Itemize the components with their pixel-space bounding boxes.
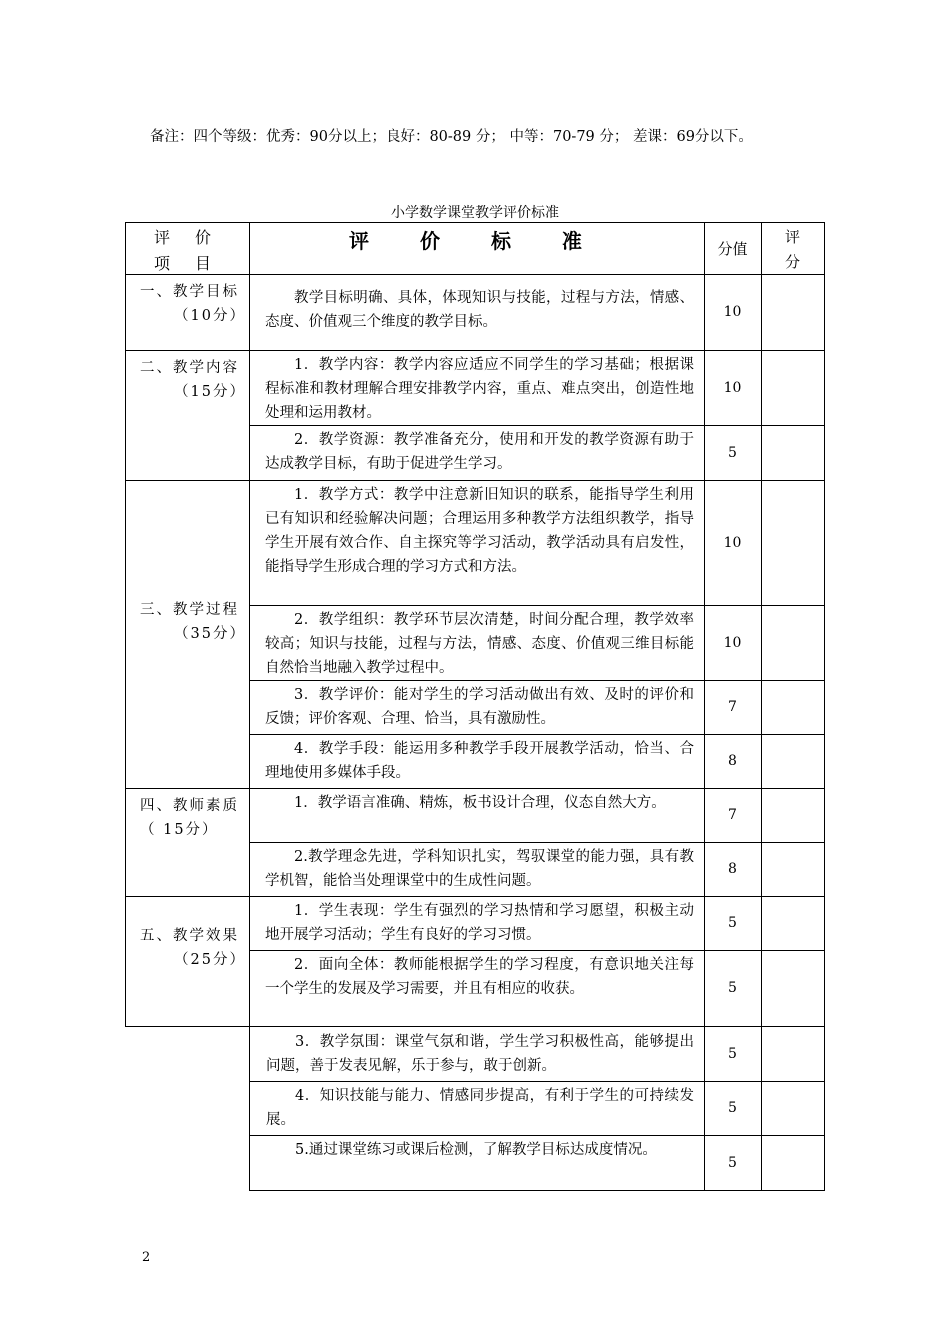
item-label: 三、教学过程	[140, 602, 239, 618]
item-points: （10分）	[174, 308, 246, 324]
score-value: 5	[704, 1027, 762, 1082]
score-value: 5	[704, 425, 762, 481]
item-points: （ 15分）	[140, 822, 219, 838]
header-criteria: 评 价 标 准	[249, 222, 705, 275]
rating-cell	[761, 274, 825, 351]
item-cell	[125, 274, 250, 351]
rating-cell	[761, 734, 825, 789]
rating-cell	[761, 788, 825, 843]
evaluation-table	[125, 222, 825, 1027]
item-label: 二、教学内容	[140, 360, 239, 376]
criteria-text: 2．教学资源：教学准备充分，使用和开发的教学资源有助于达成教学目标，有助于促进学生学习。	[249, 425, 705, 481]
rating-cell	[761, 1027, 825, 1082]
score-value: 5	[704, 896, 762, 951]
score-value: 10	[704, 480, 762, 606]
rating-cell	[761, 680, 825, 735]
criteria-text: 2．教学组织：教学环节层次清楚，时间分配合理，教学效率较高；知识与技能，过程与方法，情感、态度、价值观三维目标能自然恰当地融入教学过程中。	[249, 605, 705, 681]
criteria-text: 4．教学手段：能运用多种教学手段开展教学活动，恰当、合理地使用多媒体手段。	[249, 734, 705, 789]
score-value: 10	[704, 274, 762, 351]
grading-note: 备注：四个等级：优秀：90分以上；良好：80-89 分； 中等：70-79 分； 差课：69分以下。	[150, 129, 753, 145]
evaluation-table-continued	[249, 1027, 825, 1191]
criteria-text: 1．教学语言准确、精炼，板书设计合理，仪态自然大方。	[249, 788, 705, 843]
score-value: 8	[704, 842, 762, 897]
criteria-text: 2.教学理念先进，学科知识扎实，驾驭课堂的能力强，具有教学机智，能恰当处理课堂中的生成性问题。	[249, 842, 705, 897]
criteria-text: 1．学生表现：学生有强烈的学习热情和学习愿望，积极主动地开展学习活动；学生有良好的学习习惯。	[249, 896, 705, 951]
rating-cell	[761, 896, 825, 951]
rating-cell	[761, 425, 825, 481]
score-value: 8	[704, 734, 762, 789]
score-value: 5	[704, 950, 762, 1027]
rating-cell	[761, 1135, 825, 1191]
score-value: 7	[704, 788, 762, 843]
criteria-text: 教学目标明确、具体，体现知识与技能，过程与方法，情感、态度、价值观三个维度的教学目标。	[249, 274, 705, 351]
rating-cell	[761, 350, 825, 426]
criteria-text: 2．面向全体：教师能根据学生的学习程度，有意识地关注每一个学生的发展及学习需要，并且有相应的收获。	[249, 950, 705, 1027]
rating-cell	[761, 950, 825, 1027]
rating-cell	[761, 480, 825, 606]
item-points: （25分）	[174, 952, 246, 968]
table-caption: 小学数学课堂教学评价标准	[391, 205, 559, 221]
score-value: 5	[704, 1135, 762, 1191]
item-cell	[125, 896, 250, 1027]
score-value: 5	[704, 1081, 762, 1136]
header-score: 分值	[704, 222, 762, 275]
item-cell	[125, 350, 250, 481]
criteria-text: 1．教学内容：教学内容应适应不同学生的学习基础；根据课程标准和教材理解合理安排教学内容，重点、难点突出，创造性地处理和运用教材。	[249, 350, 705, 426]
item-label: 五、教学效果	[140, 928, 239, 944]
header-rating: 评 分	[761, 222, 825, 275]
criteria-text: 4．知识技能与能力、情感同步提高，有利于学生的可持续发展。	[249, 1081, 705, 1136]
rating-cell	[761, 1081, 825, 1136]
item-label: 一、教学目标	[140, 284, 239, 300]
item-cell	[125, 788, 250, 897]
header-item: 评 价 项 目	[125, 222, 250, 275]
criteria-text: 3．教学氛围：课堂气氛和谐，学生学习积极性高，能够提出问题，善于发表见解，乐于参与，敢于创新。	[249, 1027, 705, 1082]
item-points: （15分）	[174, 384, 246, 400]
item-cell	[125, 480, 250, 789]
item-points: （35分）	[174, 626, 246, 642]
score-value: 10	[704, 350, 762, 426]
rating-cell	[761, 605, 825, 681]
score-value: 7	[704, 680, 762, 735]
page-number: 2	[142, 1250, 151, 1265]
score-value: 10	[704, 605, 762, 681]
criteria-text: 3．教学评价：能对学生的学习活动做出有效、及时的评价和反馈；评价客观、合理、恰当，具有激励性。	[249, 680, 705, 735]
item-label: 四、教师素质	[140, 798, 239, 814]
rating-cell	[761, 842, 825, 897]
criteria-text: 5.通过课堂练习或课后检测，了解教学目标达成度情况。	[249, 1135, 705, 1191]
criteria-text: 1．教学方式：教学中注意新旧知识的联系，能指导学生利用已有知识和经验解决问题；合理运用多种教学方法组织教学，指导学生开展有效合作、自主探究等学习活动，教学活动具有启发性，能指导学生形成合理的学习方式和方法。	[249, 480, 705, 606]
